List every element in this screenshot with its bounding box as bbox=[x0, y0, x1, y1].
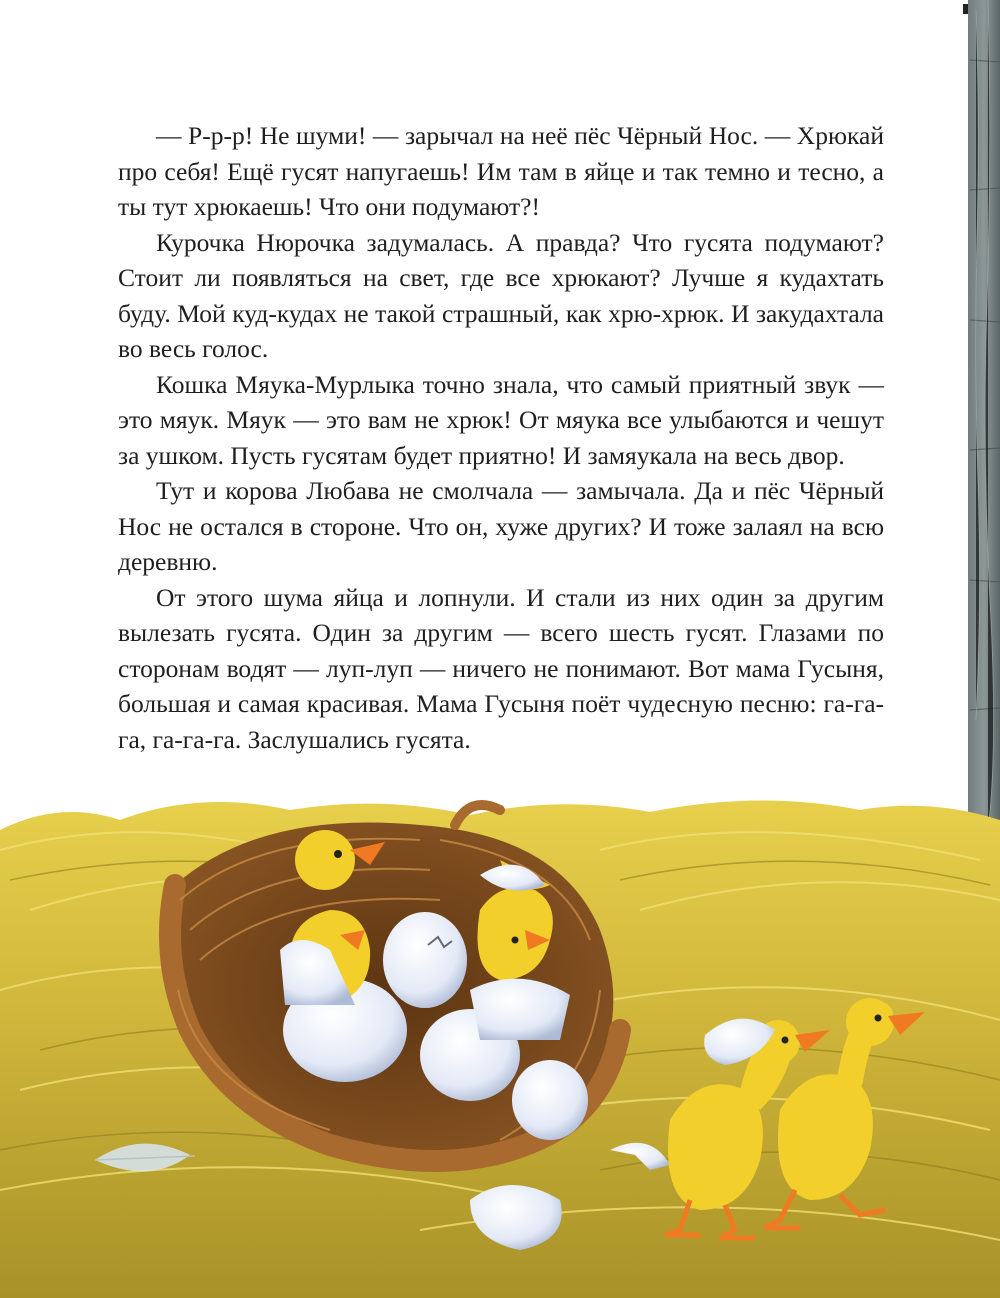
paragraph: — Р-р-р! Не шуми! — зарычал на неё пёс Чёрный Нос. — Хрюкай про себя! Ещё гусят напугаешь! Им там в яйце и так темно и тесно, а ты тут хрюкаешь! Что они подумают?! bbox=[118, 121, 884, 221]
paragraph: Кошка Мяука-Мурлыка точно знала, что самый приятный звук — это мяук. Мяук — это вам не хрюк! От мяука все улыбаются и чешут за ушком. Пусть гусятам будет приятно! И замяукала на весь двор. bbox=[118, 369, 884, 470]
nest-illustration bbox=[0, 790, 1000, 1298]
paragraph: От этого шума яйца и лопнули. И стали из них один за другим вылезать гусята. Один за другим — всего шесть гусят. Глазами по сторонам водят — луп-луп — ничего не понимают. Вот мама Гусыня, большая и самая красивая. Мама Гусыня поёт чудесную песню: га-га-га, га-га-га. Заслушались гусята. bbox=[118, 582, 884, 754]
story-text bbox=[118, 118, 884, 757]
paragraph: Тут и корова Любава не смолчала — замычала. Да и пёс Чёрный Нос не остался в стороне. Что он, хуже других? И тоже залаял на всю деревню. bbox=[118, 476, 884, 576]
barn-wall bbox=[968, 0, 1000, 830]
paragraph: Курочка Нюрочка задумалась. А правда? Что гусята подумают? Стоит ли появляться на свет, где все хрюкают? Лучше я кудахтать буду. Мой куд-кудах не такой страшный, как хрю-хрюк. И закудахтала во весь голос. bbox=[118, 227, 884, 363]
